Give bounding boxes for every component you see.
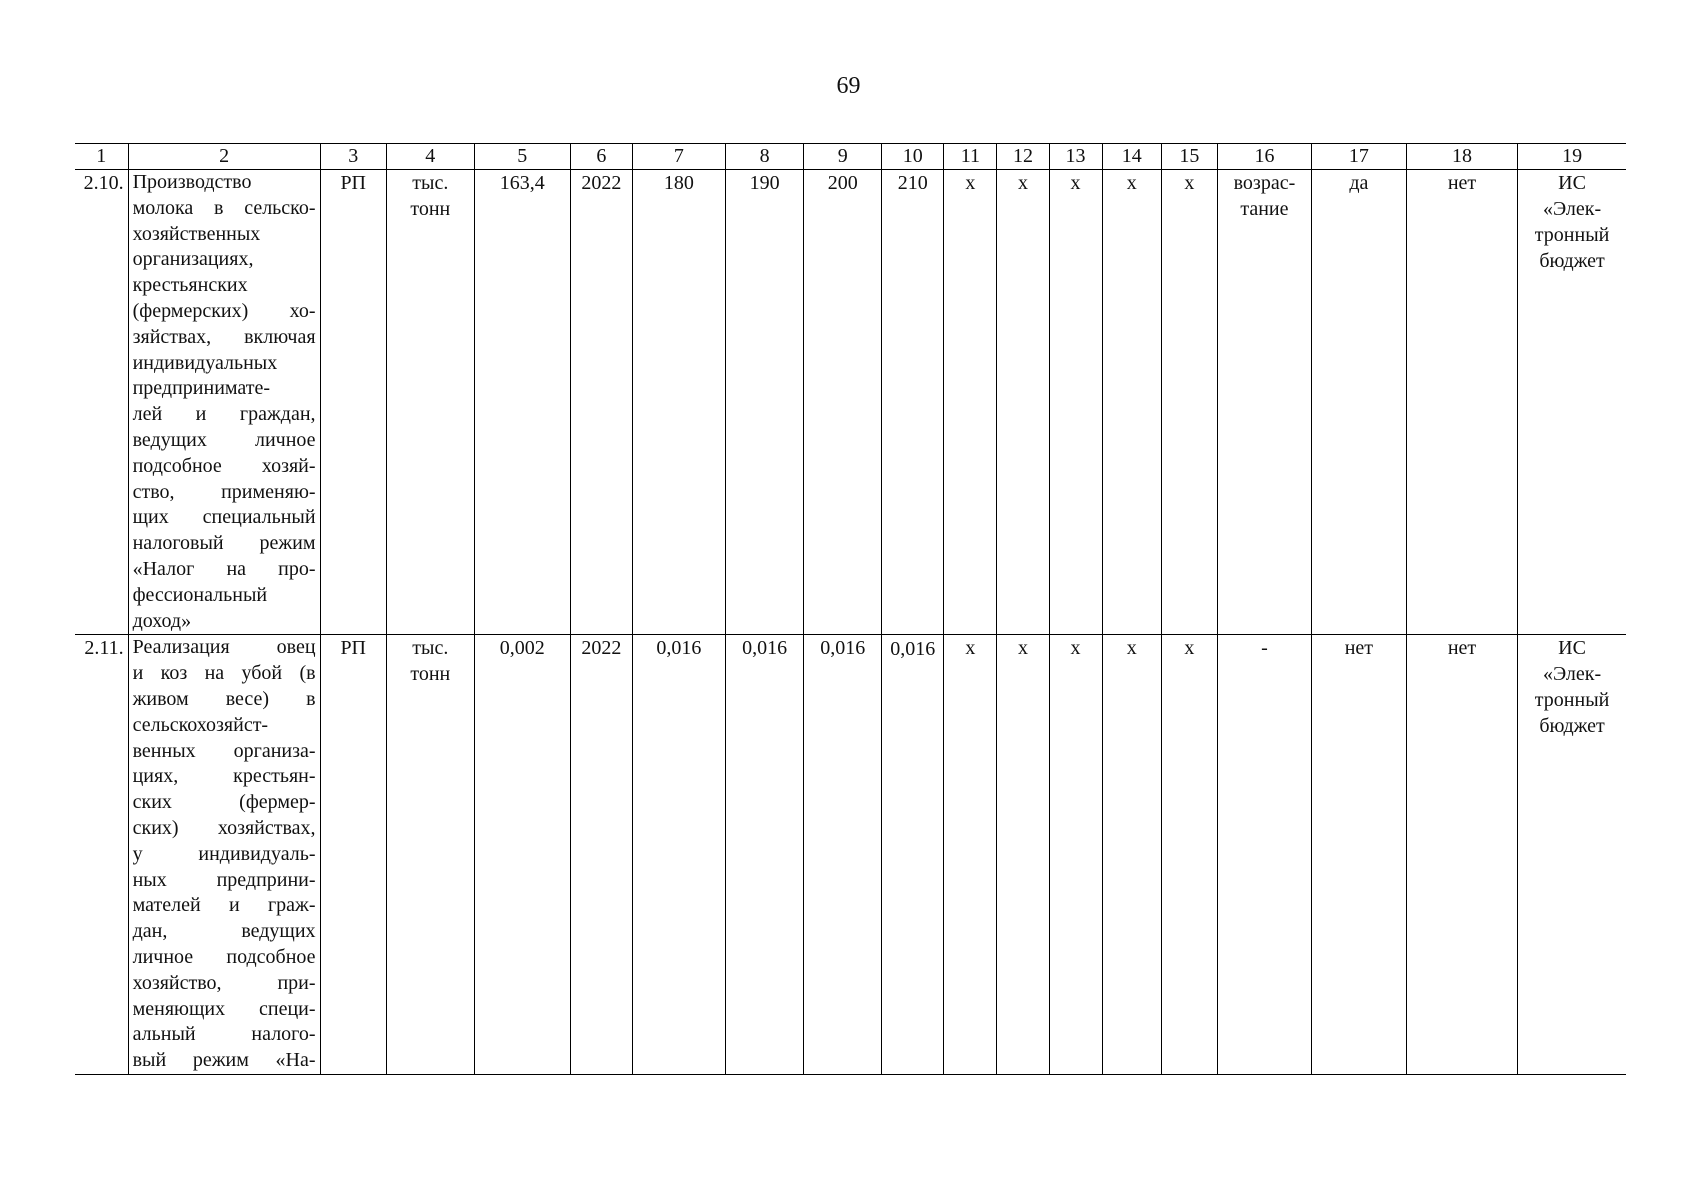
indicator-name	[128, 170, 320, 635]
header-cell: 3	[320, 144, 386, 170]
table-row	[75, 635, 1626, 1075]
name-line: хозяйственных	[132, 222, 261, 245]
value-cell: x	[1102, 170, 1161, 635]
indicator-name-text	[133, 635, 316, 1074]
name-line: у индивидуаль-	[132, 842, 316, 865]
name-line: зяйствах, включая	[132, 325, 316, 348]
name-line: ных предприни-	[132, 868, 316, 891]
source-cell	[1518, 170, 1626, 635]
value-cell: x	[1161, 170, 1217, 635]
trend-line: тание	[1240, 198, 1289, 220]
source-line: ИС	[1558, 172, 1586, 194]
value-cell: 0,016	[882, 635, 944, 1075]
name-line: «Налог на про-	[132, 557, 316, 580]
value-cell: x	[944, 635, 997, 1075]
base-year-cell: 2022	[570, 170, 632, 635]
value-cell: x	[997, 635, 1049, 1075]
value-cell: x	[997, 170, 1049, 635]
value-cell: x	[944, 170, 997, 635]
header-cell: 13	[1049, 144, 1102, 170]
table-row	[75, 170, 1626, 635]
unit-line: тонн	[410, 198, 451, 220]
value-cell: 210	[882, 170, 944, 635]
name-line: ведущих личное	[132, 428, 316, 451]
indicator-name	[128, 635, 320, 1075]
header-cell: 7	[632, 144, 725, 170]
source-line: ИС	[1558, 637, 1586, 660]
source-line: тронный	[1534, 224, 1610, 246]
name-line: (фермерских) хо-	[132, 299, 316, 322]
value-cell: x	[1161, 635, 1217, 1075]
header-cell: 6	[570, 144, 632, 170]
name-line: венных организа-	[132, 739, 316, 762]
header-cell: 17	[1311, 144, 1406, 170]
name-line: сельскохозяйст-	[132, 713, 269, 736]
source-line: тронный	[1534, 689, 1610, 712]
name-line: ских (фермер-	[132, 791, 316, 814]
name-line: дан, ведущих	[132, 920, 316, 943]
header-cell: 16	[1217, 144, 1311, 170]
unit-line: тыс.	[412, 637, 449, 660]
header-cell: 9	[804, 144, 882, 170]
name-line: и коз на убой (в	[132, 662, 316, 685]
value-cell: 190	[725, 170, 804, 635]
header-cell: 18	[1406, 144, 1517, 170]
value-cell: x	[1049, 170, 1102, 635]
base-year-cell: 2022	[570, 635, 632, 1075]
name-line: молока в сельско-	[132, 196, 316, 219]
name-line: вый режим «На-	[132, 1049, 316, 1072]
unit-line: тыс.	[412, 172, 449, 194]
value-cell: 0,016	[632, 635, 725, 1075]
unit-cell	[386, 170, 474, 635]
base-value-cell: 163,4	[474, 170, 570, 635]
header-cell: 5	[474, 144, 570, 170]
name-line: ство, применяю-	[132, 480, 316, 503]
header-cell: 4	[386, 144, 474, 170]
header-cell: 12	[997, 144, 1049, 170]
value-cell: 0,016	[725, 635, 804, 1075]
value-cell: да	[1311, 170, 1406, 635]
trend-cell	[1217, 170, 1311, 635]
name-line: предпринимате-	[132, 377, 271, 400]
value-cell: x	[1049, 635, 1102, 1075]
value-cell: нет	[1406, 170, 1517, 635]
name-line: личное подсобное	[132, 945, 316, 968]
name-line: альный налого-	[132, 1023, 316, 1046]
page-number: 69	[836, 73, 861, 99]
name-line: Реализация овец	[132, 636, 316, 659]
value-cell: нет	[1406, 635, 1517, 1075]
header-cell: 1	[75, 144, 128, 170]
source-line: «Элек-	[1542, 663, 1602, 686]
name-line: организациях,	[132, 248, 254, 271]
base-value-cell: 0,002	[474, 635, 570, 1075]
name-line: мателей и граж-	[132, 894, 316, 917]
name-line: ских) хозяйствах,	[132, 816, 316, 839]
name-line: доход»	[132, 609, 192, 632]
name-line: Производство	[132, 171, 252, 193]
value-cell: 0,016	[804, 635, 882, 1075]
header-cell: 8	[725, 144, 804, 170]
value-cell: нет	[1311, 635, 1406, 1075]
header-row	[75, 144, 1626, 170]
unit-cell	[386, 635, 474, 1075]
row-number: 2.11.	[75, 635, 128, 1075]
level-cell: РП	[320, 170, 386, 635]
value-cell: 180	[632, 170, 725, 635]
name-line: циях, крестьян-	[132, 765, 316, 788]
row-number: 2.10.	[75, 170, 128, 635]
header-cell: 14	[1102, 144, 1161, 170]
indicator-name-text	[133, 170, 316, 634]
name-line: щих специальный	[132, 506, 316, 529]
value-cell: 200	[804, 170, 882, 635]
source-line: «Элек-	[1542, 198, 1602, 220]
trend-line: возрас-	[1233, 172, 1296, 194]
name-line: индивидуальных	[132, 351, 278, 374]
indicators-table	[75, 143, 1626, 1075]
source-cell	[1518, 635, 1626, 1075]
trend-line: -	[1261, 637, 1268, 660]
name-line: лей и граждан,	[132, 403, 316, 426]
trend-cell	[1217, 635, 1311, 1075]
header-cell: 10	[882, 144, 944, 170]
header-cell: 2	[128, 144, 320, 170]
level-cell: РП	[320, 635, 386, 1075]
name-line: подсобное хозяй-	[132, 454, 316, 477]
name-line: налоговый режим	[132, 532, 316, 555]
value-cell: x	[1102, 635, 1161, 1075]
name-line: крестьянских	[132, 274, 248, 297]
name-line: фессиональный	[132, 583, 268, 606]
source-line: бюджет	[1539, 715, 1605, 738]
name-line: живом весе) в	[132, 687, 316, 710]
unit-line: тонн	[410, 663, 451, 686]
source-line: бюджет	[1539, 250, 1605, 272]
name-line: хозяйство, при-	[132, 971, 316, 994]
header-cell: 11	[944, 144, 997, 170]
header-cell: 19	[1518, 144, 1626, 170]
name-line: меняющих специ-	[132, 997, 316, 1020]
header-cell: 15	[1161, 144, 1217, 170]
